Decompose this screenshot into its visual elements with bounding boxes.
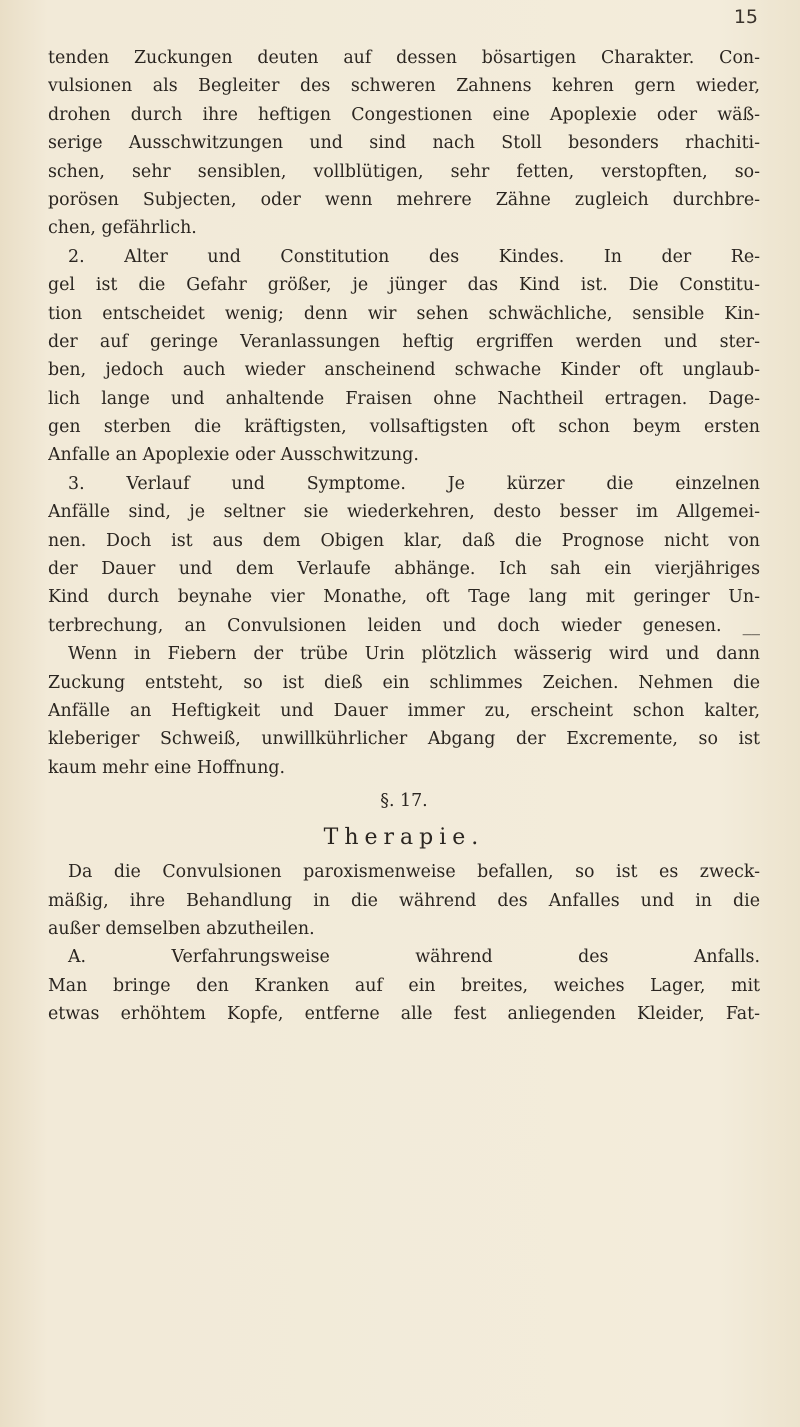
text-line: der Dauer und dem Verlaufe abhänge. Ich sah ein vierjähriges — [48, 559, 760, 580]
text-line: etwas erhöhtem Kopfe, entferne alle fest anliegenden Kleider, Fat- — [48, 1004, 760, 1025]
text-line: tion entscheidet wenig; denn wir sehen schwächliche, sensible Kin- — [48, 303, 760, 324]
text-line: mäßig, ihre Behandlung in die während des Anfalles und in die — [48, 890, 760, 911]
section-number: §. 17. — [380, 791, 428, 812]
text-line: ben, jedoch auch wieder anscheinend schwache Kinder oft unglaub- — [48, 360, 760, 381]
text-line: terbrechung, an Convulsionen leiden und doch wieder genesen. __ — [48, 615, 760, 636]
paragraph-4 — [48, 858, 760, 943]
text-line: Da die Convulsionen paroxismenweise befallen, so ist es zweck- — [68, 862, 760, 883]
text-line: porösen Subjecten, oder wenn mehrere Zähne zugleich durchbre- — [48, 189, 760, 210]
text-line: Man bringe den Kranken auf ein breites, weiches Lager, mit — [48, 975, 760, 996]
text-line: gen sterben die kräftigsten, vollsaftigsten oft schon beym ersten — [48, 417, 760, 438]
text-line: Zuckung entsteht, so ist dieß ein schlimmes Zeichen. Nehmen die — [48, 672, 760, 693]
text-line: der auf geringe Veranlassungen heftig ergriffen werden und ster- — [48, 331, 760, 352]
text-line: Wenn in Fiebern der trübe Urin plötzlich wässerig wird und dann — [68, 644, 760, 665]
text-body — [48, 44, 760, 1029]
paragraph-2-age-constitution — [48, 243, 760, 470]
paragraph-1 — [48, 44, 760, 243]
text-line: 3. Verlauf und Symptome. Je kürzer die einzelnen — [68, 473, 760, 494]
text-line: Kind durch beynahe vier Monathe, oft Tage lang mit geringer Un- — [48, 587, 760, 608]
text-line: 2. Alter und Constitution des Kindes. In der Re- — [68, 246, 760, 267]
text-line: vulsionen als Begleiter des schweren Zahnens kehren gern wieder, — [48, 76, 760, 97]
text-line: tenden Zuckungen deuten auf dessen bösartigen Charakter. Con- — [48, 48, 760, 68]
text-line: außer demselben abzutheilen. — [48, 918, 315, 939]
section-title: Therapie. — [323, 825, 485, 851]
text-line: Anfälle sind, je seltner sie wiederkehren, desto besser im Allgemei- — [48, 502, 760, 523]
text-line: Anfalle an Apoplexie oder Ausschwitzung. — [48, 445, 419, 466]
text-line: drohen durch ihre heftigen Congestionen eine Apoplexie oder wäß- — [48, 104, 760, 125]
text-line: kleberiger Schweiß, unwillkührlicher Abgang der Excremente, so ist — [48, 729, 760, 750]
text-line: kaum mehr eine Hoffnung. — [48, 757, 286, 778]
text-line: nen. Doch ist aus dem Obigen klar, daß die Prognose nicht von — [48, 530, 760, 551]
paragraph-5-procedure — [48, 943, 760, 1028]
text-line: A. Verfahrungsweise während des Anfalls. — [68, 947, 760, 968]
text-line: Anfälle an Heftigkeit und Dauer immer zu, erscheint schon kalter, — [48, 700, 760, 721]
text-line: schen, sehr sensiblen, vollblütigen, sehr fetten, verstopften, so- — [48, 161, 760, 182]
paragraph-3-course-symptoms — [48, 470, 760, 782]
text-line: gel ist die Gefahr größer, je jünger das Kind ist. Die Constitu- — [48, 275, 760, 296]
text-line: chen, gefährlich. — [48, 218, 197, 239]
page-number: 15 — [733, 6, 758, 28]
text-line: lich lange und anhaltende Fraisen ohne Nachtheil ertragen. Dage- — [48, 388, 760, 409]
text-line: serige Ausschwitzungen und sind nach Stoll besonders rhachiti- — [48, 133, 760, 154]
